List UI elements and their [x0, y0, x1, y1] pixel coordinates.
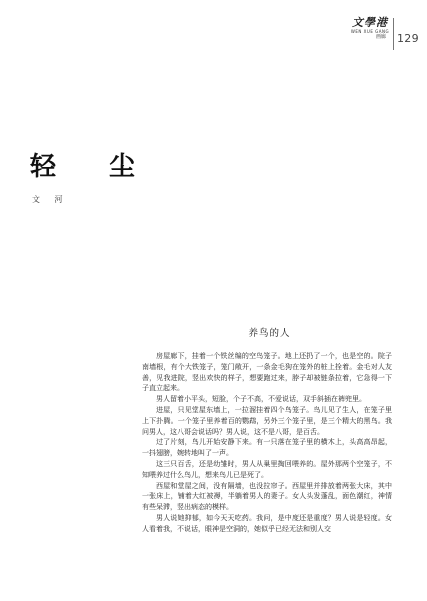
paragraph: 男人留着小平头，短脸，个子不高，不爱说话，双手斜插在裤兜里。: [156, 395, 366, 404]
section-label: 画廊: [375, 34, 386, 40]
article-author: 文 河: [32, 195, 69, 204]
paragraph: 男人说她抑郁，如今天天吃药。我问，是中度还是重度？男人说是轻度。女人看着我，不说话，眼神是空洞的，她似乎已经无法和别人交: [142, 513, 392, 533]
paragraph: 西屋和堂屋之间，没有隔墙，也没拉帘子。西屋里并排放着两张大床，其中一张床上，铺着大红被褥，半躺着男人的妻子。女人头发蓬乱，面色潮红，神情有些呆滞，竖出病态的模样。: [142, 481, 392, 512]
header-divider: [393, 18, 394, 50]
paragraph: 进屋，只见堂屋东墙上，一拉溜挂着四个鸟笼子。鸟儿见了生人，在笼子里上下扑腾。一个笼子里养着百的鹦鹉，另外三个笼子里，是三个精大的黑鸟。我问男人，这八哥会说话吗？男人说，这不是八哥，是百舌。: [142, 405, 392, 436]
paragraph: 房屋廊下，挂着一个铁丝编的空鸟笼子。地上还扔了一个，也是空的。院子南墙根，有个大铁笼子，笼门敞开，一条金毛狗在笼外的桩上拴着。金毛对人友善，见我进院，竖出欢快的样子，想要跑过来，脖子却被链条拉着，它急得一下子直立起来。: [142, 352, 392, 393]
magazine-pinyin: WEN XUE GANG: [350, 29, 390, 34]
magazine-title: 文學港: [352, 16, 388, 29]
page-number: 129: [397, 32, 419, 45]
article-title: 轻 尘: [30, 152, 158, 182]
paragraph: 过了片刻，鸟儿开始安静下来。有一只落在笼子里的横木上，头高高昂起，一抖翅膀，婉转地叫了一声。: [142, 438, 392, 458]
article-body: [142, 351, 392, 535]
magazine-logo: [350, 17, 390, 41]
section-heading: 养鸟的人: [248, 328, 291, 339]
paragraph: 这三只百舌，还是幼雏时，男人从巢里掏回喂养的。屋外那两个空笼子，不知喂养过什么鸟儿，想来鸟儿已是死了。: [142, 459, 392, 479]
